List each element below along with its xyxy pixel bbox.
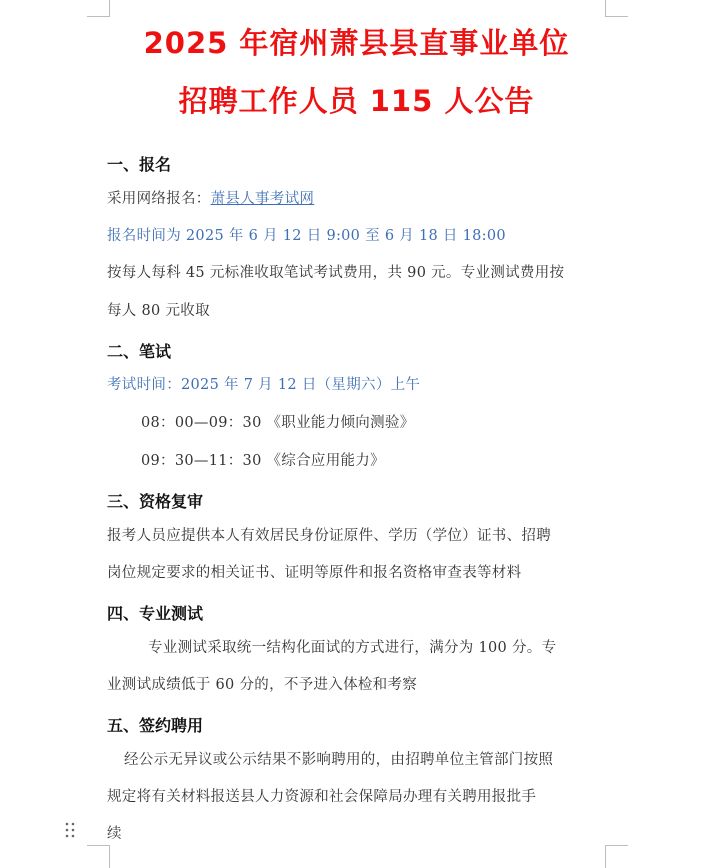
page-corner-mark-top-right	[605, 0, 628, 17]
professional-test-line1: 专业测试采取统一结构化面试的方式进行，满分为 100 分。专	[148, 640, 557, 656]
section-heading-professional-test: 四、专业测试	[107, 604, 204, 623]
section-heading-employment: 五、签约聘用	[107, 716, 204, 735]
fee-text-line2: 每人 80 元收取	[107, 303, 210, 319]
qualification-text-line1: 报考人员应提供本人有效居民身份证原件、学历（学位）证书、招聘	[107, 528, 551, 544]
professional-test-line2: 业测试成绩低于 60 分的，不予进入体检和考察	[107, 677, 418, 693]
qualification-text-line2: 岗位规定要求的相关证书、证明等原件和报名资格审查表等材料	[107, 565, 522, 581]
document-title-line1: 2025 年宿州萧县县直事业单位	[143, 26, 570, 60]
registration-time: 报名时间为 2025 年 6 月 12 日 9:00 至 6 月 18 日 18:00	[107, 228, 506, 244]
page-corner-mark-bottom-right	[605, 845, 628, 868]
employment-text-line2: 规定将有关材料报送县人力资源和社会保障局办理有关聘用报批手	[107, 789, 537, 805]
section-heading-registration: 一、报名	[107, 155, 172, 174]
section-heading-qualification-review: 三、资格复审	[107, 492, 204, 511]
exam-session-1: 08：00—09：30 《职业能力倾向测验》	[141, 415, 415, 431]
drag-handle-icon[interactable]	[65, 822, 79, 838]
document-title-line2: 招聘工作人员 115 人公告	[178, 84, 535, 118]
exam-website-link[interactable]: 萧县人事考试网	[210, 191, 315, 207]
exam-time: 考试时间：2025 年 7 月 12 日（星期六）上午	[107, 377, 421, 393]
registration-method	[107, 189, 314, 209]
employment-text-line1: 经公示无异议或公示结果不影响聘用的，由招聘单位主管部门按照	[124, 752, 554, 768]
section-heading-written-exam: 二、笔试	[107, 342, 172, 361]
page-corner-mark-bottom-left	[87, 845, 110, 868]
exam-session-2: 09：30—11：30 《综合应用能力》	[141, 453, 385, 469]
page-corner-mark-top-left	[87, 0, 110, 17]
registration-method-label: 采用网络报名：	[107, 191, 211, 207]
fee-text-line1: 按每人每科 45 元标准收取笔试考试费用，共 90 元。专业测试费用按	[107, 265, 565, 281]
employment-text-line3: 续	[107, 826, 122, 842]
